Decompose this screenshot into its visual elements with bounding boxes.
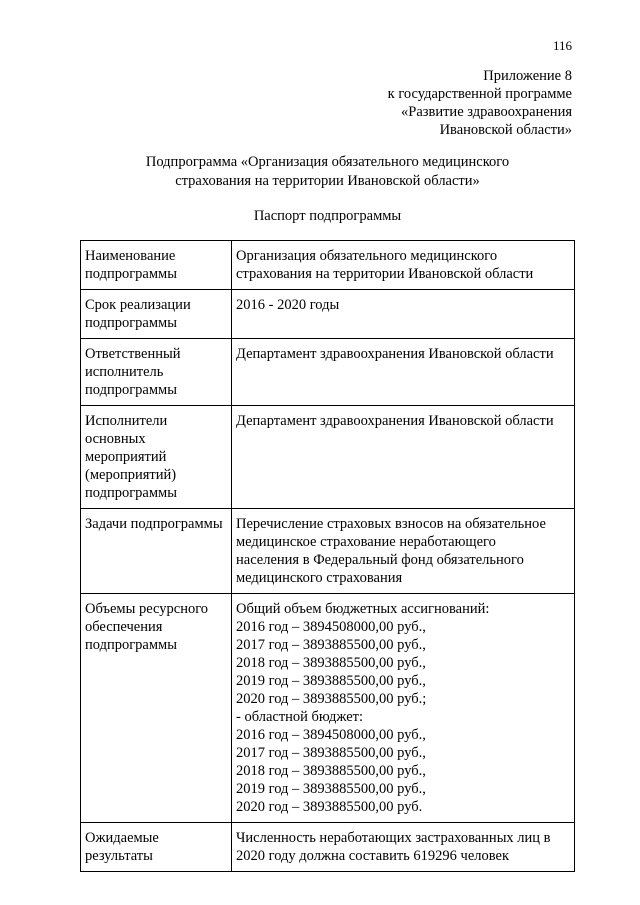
- appendix-line: Ивановской области»: [439, 122, 572, 138]
- row-label-cell: [81, 823, 232, 872]
- row-value-line: 2020 год – 3893885500,00 руб.;: [236, 691, 427, 707]
- passport-row: [81, 406, 575, 509]
- row-label-line: Срок реализации: [85, 297, 191, 313]
- row-value-line: 2017 год – 3893885500,00 руб.,: [236, 637, 426, 653]
- row-value-cell: [232, 509, 575, 594]
- row-value-line: 2016 год – 3894508000,00 руб.,: [236, 619, 426, 635]
- row-value-line: 2020 год – 3893885500,00 руб.: [236, 799, 423, 815]
- row-value-line: Общий объем бюджетных ассигнований:: [236, 601, 490, 617]
- row-label-line: мероприятий: [85, 449, 167, 465]
- row-label-line: подпрограммы: [85, 315, 177, 331]
- appendix-line: Приложение 8: [483, 68, 572, 84]
- passport-row: [81, 290, 575, 339]
- appendix-header: [388, 67, 572, 139]
- row-label-line: результаты: [85, 848, 153, 864]
- row-label-line: Ответственный: [85, 346, 181, 362]
- passport-row: [81, 594, 575, 823]
- passport-row: [81, 823, 575, 872]
- appendix-line: к государственной программе: [387, 86, 572, 102]
- row-label-cell: [81, 509, 232, 594]
- subprogram-title-line: Подпрограмма «Организация обязательного медицинского: [145, 154, 510, 170]
- row-value-cell: [232, 290, 575, 339]
- subprogram-title: [80, 153, 575, 191]
- appendix-line: «Развитие здравоохранения: [401, 104, 572, 120]
- passport-table-body: [81, 241, 575, 872]
- page-number: 116: [552, 38, 572, 53]
- row-label-line: (мероприятий): [85, 467, 177, 483]
- row-label-cell: [81, 406, 232, 509]
- row-label-line: обеспечения: [85, 619, 163, 635]
- row-value-line: 2019 год – 3893885500,00 руб.,: [236, 781, 426, 797]
- row-value-line: Организация обязательного медицинского: [236, 248, 498, 264]
- row-value-line: страхования на территории Ивановской области: [236, 266, 534, 282]
- row-label-line: подпрограммы: [85, 637, 177, 653]
- passport-title: Паспорт подпрограммы: [253, 208, 402, 224]
- row-value-line: 2020 году должна составить 619296 человек: [236, 848, 510, 864]
- row-value-line: 2017 год – 3893885500,00 руб.,: [236, 745, 426, 761]
- row-value-line: 2018 год – 3893885500,00 руб.,: [236, 655, 426, 671]
- subprogram-title-line: страхования на территории Ивановской области»: [175, 173, 480, 189]
- row-value-cell: [232, 594, 575, 823]
- row-label-line: исполнитель: [85, 364, 164, 380]
- row-value-cell: [232, 823, 575, 872]
- passport-row: [81, 509, 575, 594]
- row-value-line: Департамент здравоохранения Ивановской области: [236, 346, 554, 362]
- row-value-line: - областной бюджет:: [236, 709, 364, 725]
- row-value-line: 2016 - 2020 годы: [236, 297, 340, 313]
- row-label-line: подпрограммы: [85, 382, 177, 398]
- row-value-cell: [232, 406, 575, 509]
- row-label-line: подпрограммы: [85, 266, 177, 282]
- row-value-line: 2018 год – 3893885500,00 руб.,: [236, 763, 426, 779]
- row-label-line: Исполнители: [85, 413, 168, 429]
- row-value-line: медицинского страхования: [236, 570, 403, 586]
- row-label-line: Объемы ресурсного: [85, 601, 209, 617]
- row-label-cell: [81, 339, 232, 406]
- passport-row: [81, 241, 575, 290]
- row-label-line: основных: [85, 431, 146, 447]
- row-label-line: Задачи подпрограммы: [85, 516, 223, 532]
- row-value-line: Перечисление страховых взносов на обязательное: [236, 516, 546, 532]
- row-label-line: Наименование: [85, 248, 176, 264]
- passport-table: [80, 240, 575, 872]
- row-label-cell: [81, 594, 232, 823]
- row-value-cell: [232, 241, 575, 290]
- row-value-line: медицинское страхование неработающего: [236, 534, 496, 550]
- row-value-cell: [232, 339, 575, 406]
- passport-row: [81, 339, 575, 406]
- row-value-line: 2019 год – 3893885500,00 руб.,: [236, 673, 426, 689]
- row-value-line: населения в Федеральный фонд обязательного: [236, 552, 524, 568]
- row-label-cell: [81, 290, 232, 339]
- row-label-cell: [81, 241, 232, 290]
- row-label-line: подпрограммы: [85, 485, 177, 501]
- row-value-line: Департамент здравоохранения Ивановской области: [236, 413, 554, 429]
- row-label-line: Ожидаемые: [85, 830, 159, 846]
- row-value-line: Численность неработающих застрахованных лиц в: [236, 830, 551, 846]
- row-value-line: 2016 год – 3894508000,00 руб.,: [236, 727, 426, 743]
